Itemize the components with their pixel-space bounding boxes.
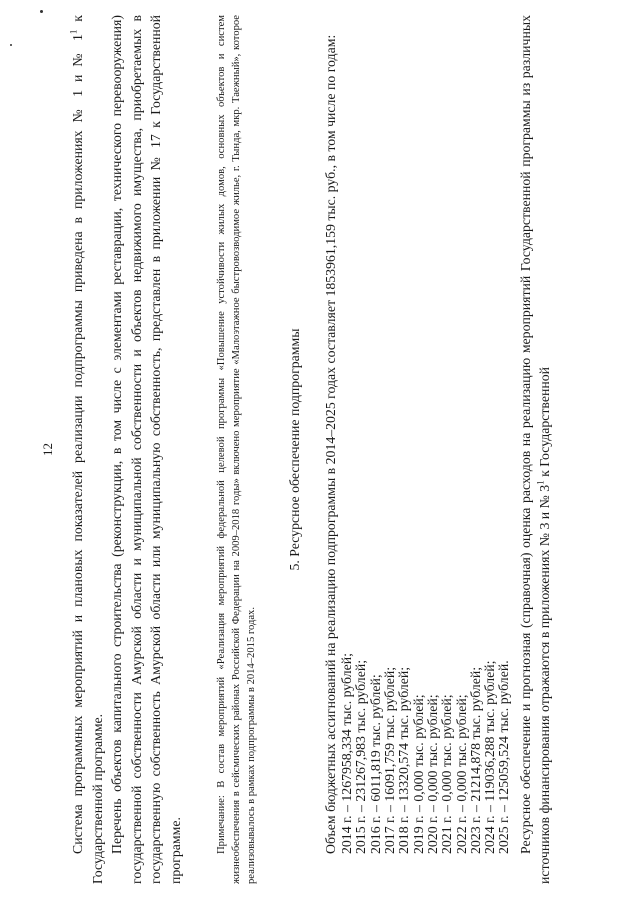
paragraph-resource-estimate [516, 15, 555, 884]
list-item: 2024 г. – 119036,288 тыс. рублей; [482, 660, 498, 854]
list-item: 2022 г. – 0,000 тыс. рублей; [453, 694, 469, 854]
list-item: 2015 г. – 231267,983 тыс. рублей; [353, 659, 369, 854]
scan-speck [10, 44, 12, 46]
list-item: 2023 г. – 21214,878 тыс. рублей; [467, 666, 483, 854]
list-item: 2025 г. – 125059,524 тыс. рублей. [496, 660, 512, 854]
list-item: 2020 г. – 0,000 тыс. рублей; [424, 694, 440, 854]
list-item: 2017 г. – 16091,759 тыс. рублей; [382, 666, 398, 854]
list-item: 2019 г. – 0,000 тыс. рублей; [410, 694, 426, 854]
superscript-mark: 1 [535, 480, 546, 485]
list-item: 2016 г. – 6011,819 тыс. рублей; [367, 674, 383, 854]
section-heading: 5. Ресурсное обеспечение подпрограммы [286, 328, 302, 571]
note-paragraph: Примечание: В состав мероприятий «Реализация мероприятий федеральной целевой программы «Повышение устойчивости жилых домов, основных объектов и систем жизнеобеспечения в сейсмических районах Российской Федерации на 2009–2018 годы» включено мероприятие «Малоэтажное быстровозводимое жилье, г. Тында, мкр. Таежный», которое реализовывалось в рамках подпрограммы в 2014–2015 годах. [215, 15, 257, 884]
list-item: 2021 г. – 0,000 тыс. рублей; [439, 694, 455, 854]
scan-speck [40, 10, 43, 13]
paragraph-resource-estimate-end: к Государственной [537, 366, 553, 481]
superscript-mark: 1 [68, 29, 79, 35]
paragraph-program-system [68, 15, 107, 884]
paragraph-resource-estimate-text: Ресурсное обеспечение и прогнозная (справочная) оценка расходов на реализацию мероприятий Государственной программы из различных источников финансирования отражаются в приложениях № 3 и № 3 [517, 15, 553, 884]
yearly-budget-list [340, 15, 512, 854]
paragraph-program-system-end: к Государственной программе. [70, 15, 105, 884]
document-page [20, 7, 620, 892]
paragraph-program-system-text: Система программных мероприятий и плановых показателей реализации подпрограммы приведена в приложениях № 1 и № 1 [70, 34, 85, 854]
list-item: 2018 г. – 13320,574 тыс. рублей; [396, 666, 412, 854]
paragraph-budget-volume: Объем бюджетных ассигнований на реализацию подпрограммы в 2014–2025 годах составляет 1853961,159 тыс. руб., в том числе по годам: [322, 34, 338, 854]
list-item: 2014 г. – 1267958,334 тыс. рублей; [339, 653, 355, 854]
page-number: 12 [40, 443, 55, 456]
paragraph-construction-objects: Перечень объектов капитального строительства (реконструкции, в том числе с элементами реставрации, технического перевооружения) государственной собственности Амурской области и муниципальной собственности и объектов недвижимого имущества, приобретаемых в государственную собственность Амурской области или муниципальную собственность, представлен в приложении № 17 к Государственной программе. [109, 15, 183, 884]
